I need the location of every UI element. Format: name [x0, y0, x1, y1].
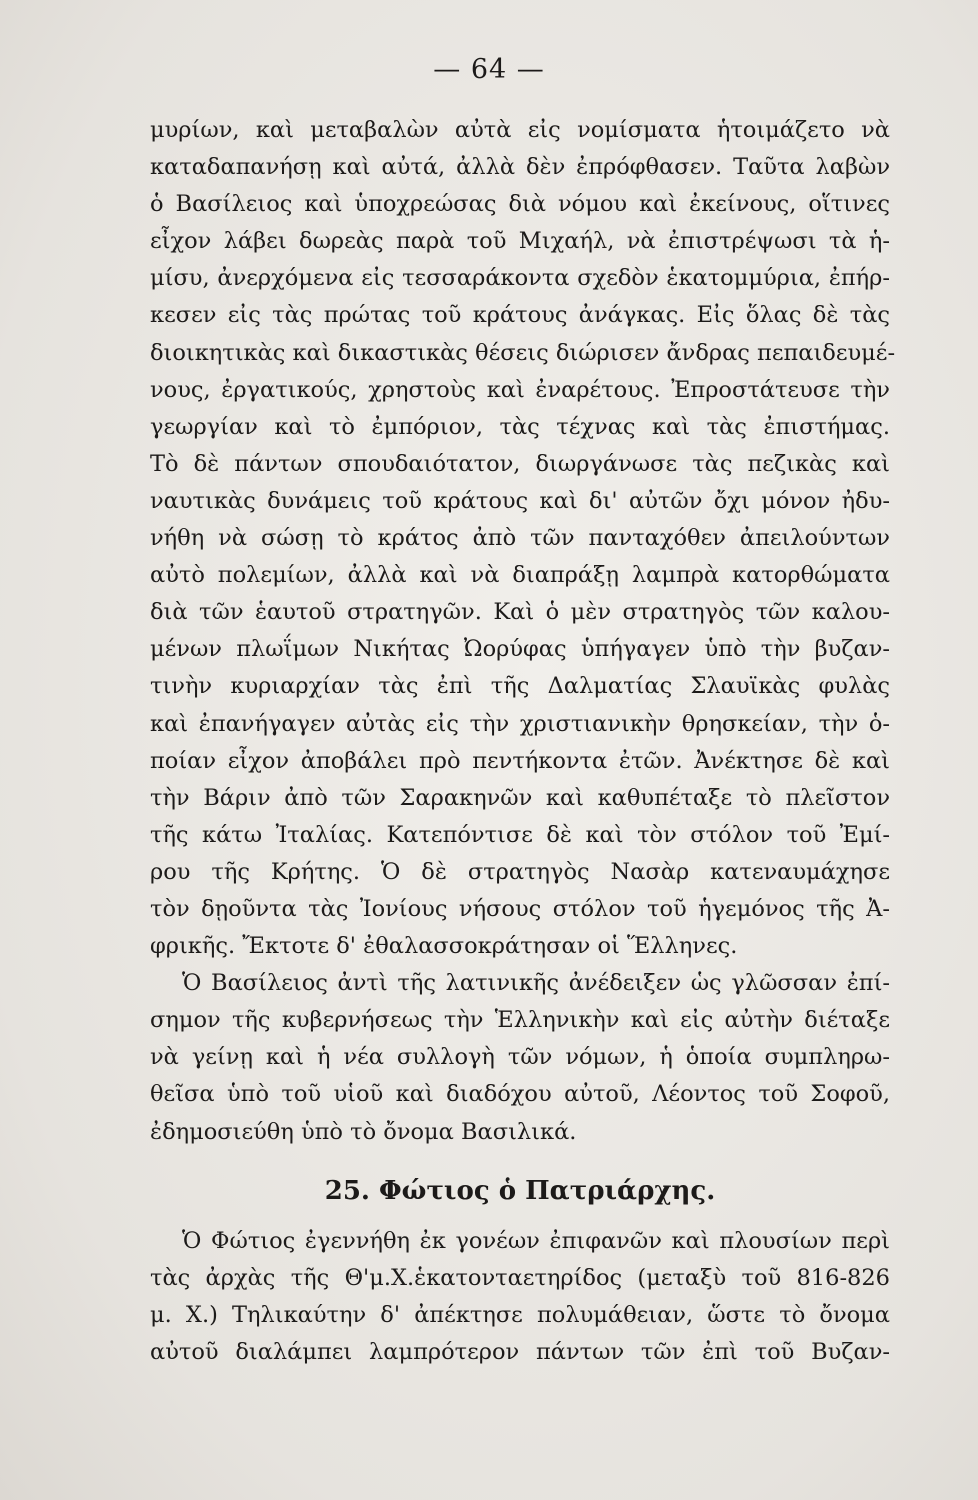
text-body — [150, 112, 896, 1371]
text-line: καταδαπανήσῃ καὶ αὐτά, ἀλλὰ δὲν ἐπρόφθασεν. Ταῦτα λαβὼν — [150, 154, 890, 181]
paragraph-3 — [150, 1223, 890, 1371]
text-line: Τὸ δὲ πάντων σπουδαιότατον, διωργάνωσε τὰς πεζικὰς καὶ — [150, 450, 890, 477]
text-line: μίσυ, ἀνερχόμενα εἰς τεσσαράκοντα σχεδὸν ἑκατομμύρια, ἐπήρ- — [150, 265, 890, 292]
text-line: νήθη νὰ σώσῃ τὸ κράτος ἀπὸ τῶν πανταχόθεν ἀπειλούντων — [150, 525, 890, 552]
text-line: τὴν Βάριν ἀπὸ τῶν Σαρακηνῶν καὶ καθυπέταξε τὸ πλεῖστον — [150, 784, 890, 811]
text-line: σημον τῆς κυβερνήσεως τὴν Ἑλληνικὴν καὶ εἰς αὐτὴν διέταξε — [150, 1007, 890, 1034]
text-line: νὰ γείνῃ καὶ ἡ νέα συλλογὴ τῶν νόμων, ἡ ὁποία συμπληρω- — [150, 1044, 890, 1071]
text-line: γεωργίαν καὶ τὸ ἐμπόριον, τὰς τέχνας καὶ τὰς ἐπιστήμας. — [150, 413, 890, 440]
text-line: νους, ἐργατικούς, χρηστοὺς καὶ ἐναρέτους. Ἐπροστάτευσε τὴν — [150, 376, 890, 403]
text-line: μυρίων, καὶ μεταβαλὼν αὐτὰ εἰς νομίσματα ἡτοιμάζετο νὰ — [150, 117, 890, 143]
text-line: ρου τῆς Κρήτης. Ὁ δὲ στρατηγὸς Νασὰρ κατεναυμάχησε — [150, 858, 890, 885]
paragraph-1 — [150, 112, 896, 965]
text-line: τὰς ἀρχὰς τῆς Θ'μ.Χ.ἑκατονταετηρίδος (μεταξὺ τοῦ 816-826 — [150, 1264, 890, 1291]
section-heading: 25. Φώτιος ὁ Πατριάρχης. — [324, 1175, 716, 1206]
text-line: κεσεν εἰς τὰς πρώτας τοῦ κράτους ἀνάγκας. Εἰς ὅλας δὲ τὰς — [150, 302, 890, 329]
text-line: Ὁ Βασίλειος ἀντὶ τῆς λατινικῆς ἀνέδειξεν ὡς γλῶσσαν ἐπί- — [182, 970, 890, 997]
text-line: ποίαν εἶχον ἀποβάλει πρὸ πεντήκοντα ἐτῶν. Ἀνέκτησε δὲ καὶ — [150, 747, 890, 774]
text-line: μ. Χ.) Τηλικαύτην δ' ἀπέκτησε πολυμάθειαν, ὥστε τὸ ὄνομα — [150, 1301, 890, 1328]
text-line: τῆς κάτω Ἰταλίας. Κατεπόντισε δὲ καὶ τὸν στόλον τοῦ Ἐμί- — [150, 821, 890, 848]
text-line: μένων πλωΐμων Νικήτας Ὠορύφας ὑπήγαγεν ὑπὸ τὴν βυζαν- — [150, 636, 890, 663]
text-line: Ὁ Φώτιος ἐγεννήθη ἐκ γονέων ἐπιφανῶν καὶ πλουσίων περὶ — [182, 1227, 890, 1254]
text-line: φρικῆς. Ἔκτοτε δ' ἐθαλασσοκράτησαν οἱ Ἕλληνες. — [150, 933, 738, 960]
text-line: καὶ ἐπανήγαγεν αὐτὰς εἰς τὴν χριστιανικὴν θρησκείαν, τὴν ὁ- — [150, 710, 890, 737]
paragraph-2 — [150, 965, 890, 1150]
text-line: διοικητικὰς καὶ δικαστικὰς θέσεις διώρισεν ἄνδρας πεπαιδευμέ- — [150, 339, 896, 366]
text-line: ναυτικὰς δυνάμεις τοῦ κράτους καὶ δι' αὐτῶν ὄχι μόνον ἠδυ- — [150, 487, 890, 514]
text-line: διὰ τῶν ἑαυτοῦ στρατηγῶν. Καὶ ὁ μὲν στρατηγὸς τῶν καλου- — [150, 599, 890, 626]
text-line: θεῖσα ὑπὸ τοῦ υἱοῦ καὶ διαδόχου αὐτοῦ, Λέοντος τοῦ Σοφοῦ, — [150, 1081, 890, 1108]
text-line: εἶχον λάβει δωρεὰς παρὰ τοῦ Μιχαήλ, νὰ ἐπιστρέψωσι τὰ ἡ- — [150, 228, 890, 255]
text-line: αὐτὸ πολεμίων, ἀλλὰ καὶ νὰ διαπράξῃ λαμπρὰ κατορθώματα — [150, 562, 890, 589]
text-line: τινὴν κυριαρχίαν τὰς ἐπὶ τῆς Δαλματίας Σλαυϊκὰς φυλὰς — [150, 673, 890, 700]
text-line: αὐτοῦ διαλάμπει λαμπρότερον πάντων τῶν ἐπὶ τοῦ Βυζαν- — [150, 1338, 890, 1365]
page-number: — 64 — — [433, 54, 545, 85]
text-line: ἐδημοσιεύθη ὑπὸ τὸ ὄνομα Βασιλικά. — [150, 1118, 577, 1145]
text-line: ὁ Βασίλειος καὶ ὑποχρεώσας διὰ νόμου καὶ ἐκείνους, οἵτινες — [150, 191, 890, 218]
text-line: τὸν δῃοῦντα τὰς Ἰονίους νήσους στόλον τοῦ ἡγεμόνος τῆς Ἀ- — [150, 895, 890, 922]
